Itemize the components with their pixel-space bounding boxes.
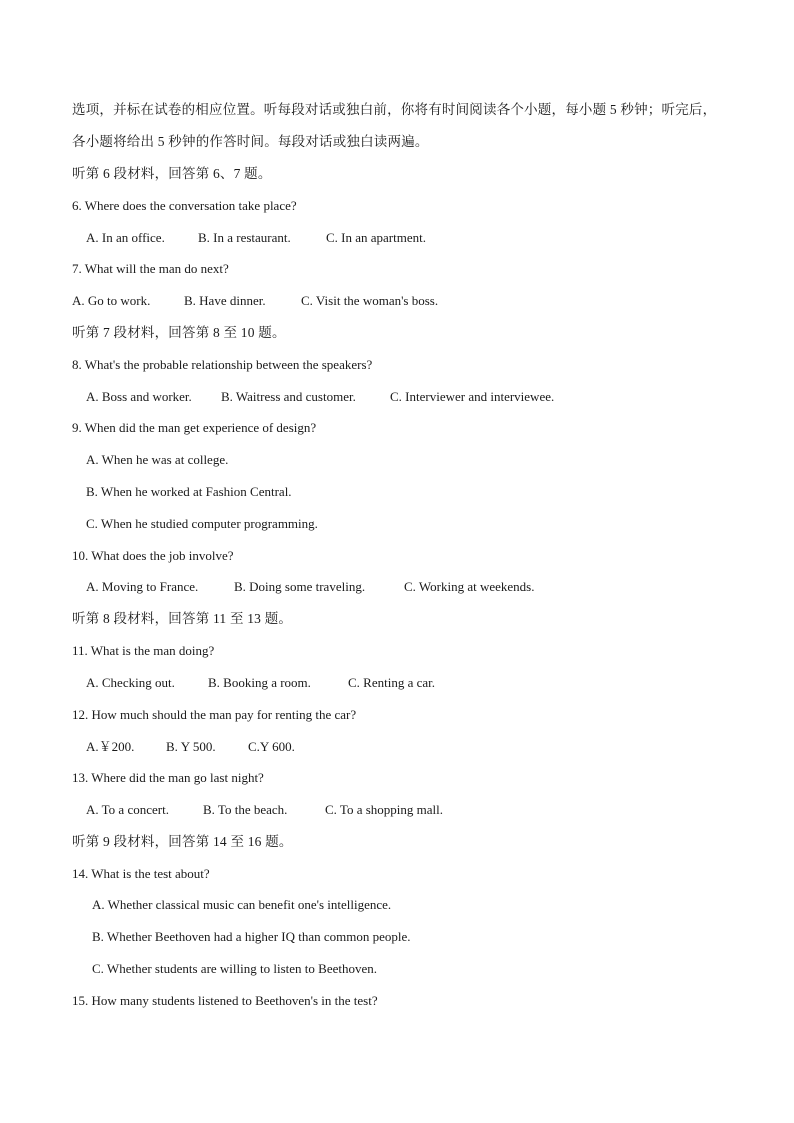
option-8b: B. Waitress and customer. (221, 389, 356, 404)
question-13-options (86, 798, 443, 822)
question-12-options (86, 735, 295, 759)
option-11a: A. Checking out. (86, 675, 175, 690)
option-10a: A. Moving to France. (86, 579, 199, 594)
question-6: 6. Where does the conversation take place? (72, 198, 297, 213)
option-12a: A.￥200. (86, 739, 135, 754)
section-heading-7: 听第 7 段材料，回答第 8 至 10 题。 (72, 325, 286, 340)
option-9a: A. When he was at college. (86, 452, 229, 467)
section-heading-8: 听第 8 段材料，回答第 11 至 13 题。 (72, 611, 293, 626)
question-11: 11. What is the man doing? (72, 643, 215, 658)
question-10: 10. What does the job involve? (72, 548, 234, 563)
section-heading-6: 听第 6 段材料，回答第 6、7 题。 (72, 166, 272, 181)
option-13b: B. To the beach. (203, 802, 288, 817)
question-13: 13. Where did the man go last night? (72, 770, 264, 785)
option-11b: B. Booking a room. (208, 675, 311, 690)
option-9c: C. When he studied computer programming. (86, 516, 318, 531)
option-14a: A. Whether classical music can benefit one's intelligence. (92, 897, 392, 912)
option-10b: B. Doing some traveling. (234, 579, 366, 594)
option-10c: C. Working at weekends. (404, 579, 535, 594)
option-8a: A. Boss and worker. (86, 389, 192, 404)
question-15: 15. How many students listened to Beethoven's in the test? (72, 993, 378, 1008)
question-8-options (86, 385, 554, 409)
question-9: 9. When did the man get experience of design? (72, 420, 317, 435)
option-6a: A. In an office. (86, 230, 165, 245)
option-11c: C. Renting a car. (348, 675, 436, 690)
option-7c: C. Visit the woman's boss. (301, 293, 439, 308)
option-13c: C. To a shopping mall. (325, 802, 444, 817)
question-8: 8. What's the probable relationship between the speakers? (72, 357, 373, 372)
option-9b: B. When he worked at Fashion Central. (86, 484, 292, 499)
intro-line-1: 选项，并标在试卷的相应位置。听每段对话或独白前，你将有时间阅读各个小题，每小题 5 秒钟；听完后， (72, 102, 717, 117)
question-6-options (86, 226, 426, 250)
question-7: 7. What will the man do next? (72, 261, 229, 276)
option-13a: A. To a concert. (86, 802, 169, 817)
option-7b: B. Have dinner. (184, 293, 266, 308)
question-12: 12. How much should the man pay for renting the car? (72, 707, 357, 722)
question-10-options (86, 575, 535, 599)
question-14: 14. What is the test about? (72, 866, 210, 881)
question-11-options (86, 671, 435, 695)
option-6b: B. In a restaurant. (198, 230, 291, 245)
option-12b: B. Y 500. (166, 739, 216, 754)
option-8c: C. Interviewer and interviewee. (390, 389, 555, 404)
question-7-options (72, 289, 438, 313)
option-12c: C.Y 600. (248, 739, 295, 754)
option-14b: B. Whether Beethoven had a higher IQ than common people. (92, 929, 411, 944)
option-14c: C. Whether students are willing to listen to Beethoven. (92, 961, 377, 976)
option-6c: C. In an apartment. (326, 230, 426, 245)
section-heading-9: 听第 9 段材料，回答第 14 至 16 题。 (72, 834, 293, 849)
intro-line-2: 各小题将给出 5 秒钟的作答时间。每段对话或独白读两遍。 (72, 134, 429, 149)
option-7a: A. Go to work. (72, 293, 151, 308)
